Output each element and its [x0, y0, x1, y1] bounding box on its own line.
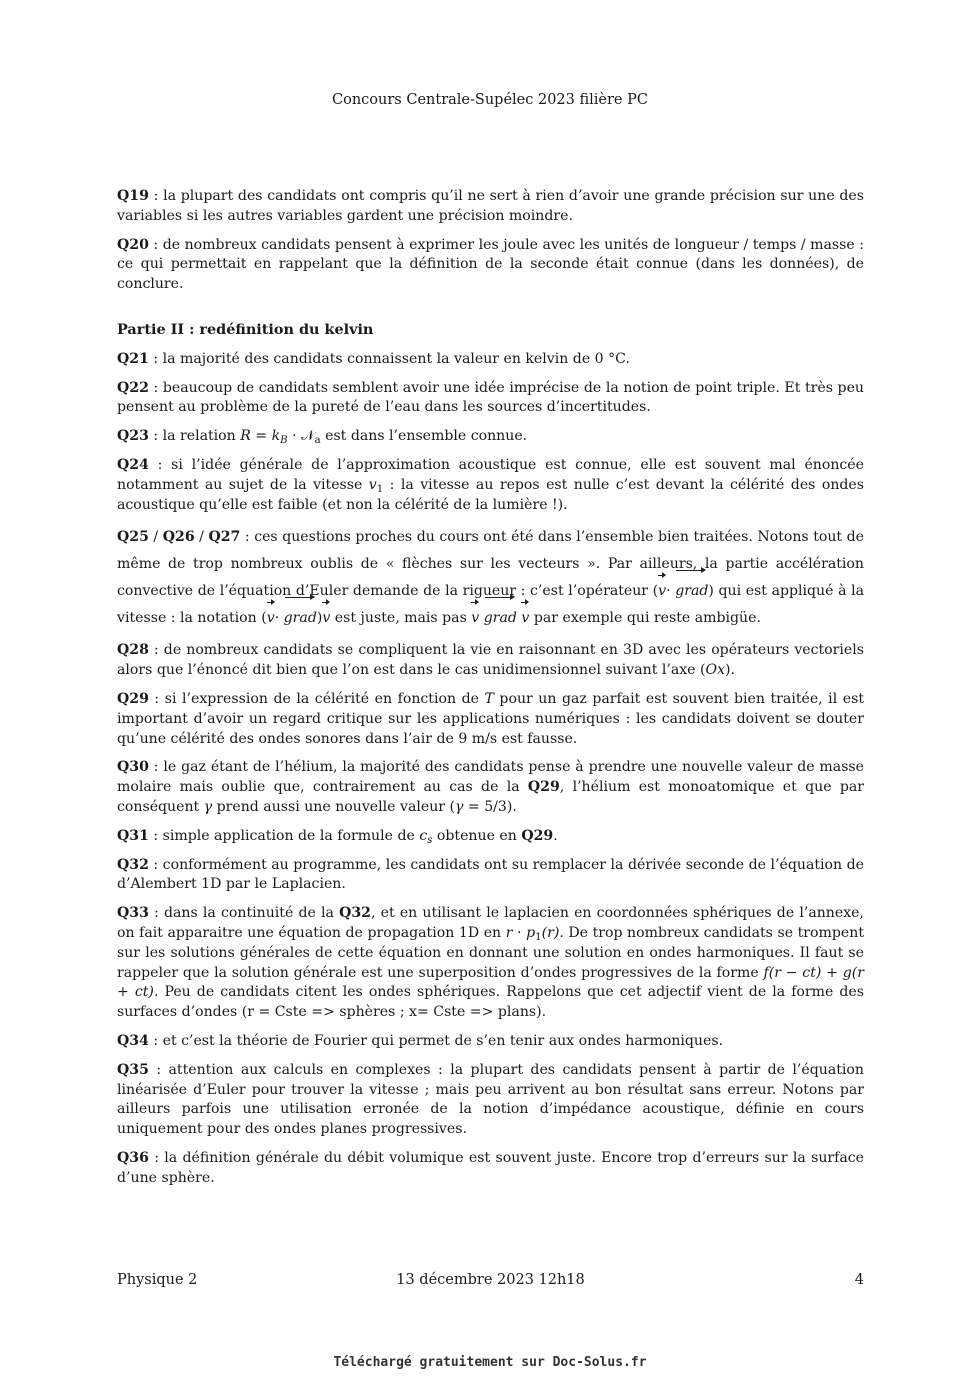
download-notice: Téléchargé gratuitement sur Doc-Solus.fr	[333, 1355, 647, 1370]
paragraph-q22: Q22 : beaucoup de candidats semblent avoir une idée imprécise de la notion de point triple. Et très peu pensent au problème de la pureté de l’eau dans les sources d’incertitudes.	[117, 379, 864, 416]
grad-operator: grad	[675, 578, 708, 605]
footer-date: 13 décembre 2023 12h18	[396, 1272, 585, 1288]
paragraph-q29: Q29 : si l’expression de la célérité en fonction de T pour un gaz parfait est souvent bien traitée, il est important d’avoir un regard critique sur les applications numériques : les candidats doivent se douter qu’une célérité des ondes sonores dans l’air de 9 m/s est fausse.	[117, 690, 864, 747]
paragraph-q35: Q35 : attention aux calculs en complexes : la plupart des candidats pensent à partir de l’équation linéarisée d’Euler pour trouver la vitesse ; mais peu arrivent au bon résultat sans erreur. Notons par ailleurs parfois une utilisation erronée de la notion d’impédance acoustique, définie en cours uniquement pour des ondes planes progressives.	[117, 1061, 864, 1138]
grad-operator: grad	[284, 605, 317, 632]
paragraph-q28: Q28 : de nombreux candidats se compliquent la vie en raisonnant en 3D avec les opérateurs vectoriels alors que l’énoncé dit bien que l’on est dans le cas unidimensionnel suivant l’axe (Ox).	[117, 642, 864, 679]
paragraph-q19: Q19 : la plupart des candidats ont compris qu’il ne sert à rien d’avoir une grande précision sur une des variables si les autres variables gardent une précision moindre.	[117, 188, 864, 224]
exam-title: Concours Centrale-Supélec 2023 filière PC	[332, 92, 648, 108]
vector-v: v	[658, 578, 666, 605]
vector-v: v	[521, 605, 529, 632]
paragraph-q21: Q21 : la majorité des candidats connaissent la valeur en kelvin de 0 °C.	[117, 350, 630, 367]
page-footer	[117, 1272, 864, 1288]
footer-subject: Physique 2	[117, 1272, 198, 1288]
paragraph-q36: Q36 : la définition générale du débit volumique est souvent juste. Encore trop d’erreurs sur la surface d’une sphère.	[117, 1149, 864, 1186]
report-body	[117, 187, 864, 1197]
vector-v: v	[267, 605, 275, 632]
paragraph-q32: Q32 : conformément au programme, les candidats ont su remplacer la dérivée seconde de l’équation de d’Alembert 1D par le Laplacien.	[117, 856, 864, 893]
section-title: Partie II : redéfinition du kelvin	[117, 320, 374, 338]
page-header	[0, 92, 980, 108]
paragraph-q20: Q20 : de nombreux candidats pensent à exprimer les joule avec les unités de longueur / temps / masse : ce qui permettait en rappelant que la définition de la seconde était connue (dans les données), de conclure.	[117, 236, 864, 293]
paragraph-q31: Q31 : simple application de la formule de $c_s$ obtenue en Q29.	[117, 827, 558, 846]
grad-operator: grad	[484, 605, 517, 632]
paragraph-q23: Q23 : la relation $R = k_B$ · 𝒩$_a$ est dans l’ensemble connue.	[117, 428, 528, 447]
paragraph-q34: Q34 : et c’est la théorie de Fourier qui permet de s’en tenir aux ondes harmoniques.	[117, 1032, 724, 1049]
paragraph-q24: Q24 : si l’idée générale de l’approximation acoustique est connue, elle est souvent mal énoncée notamment au sujet de la vitesse $v_1$ : la vitesse au repos est nulle c’est devant la célérité des ondes acoustique qu’elle est faible (et non la célérité de la lumière !).	[117, 456, 864, 513]
vector-v: v	[322, 605, 330, 632]
paragraph-q33: Q33 : dans la continuité de la Q32, et en utilisant le laplacien en coordonnées sphériques de l’annexe, on fait apparaitre une équation de propagation 1D en $r \cdot p_1(r)$. De trop nombreux candidats se trompent sur les solutions générales de cette équation en donnant une solution en ondes harmoniques. Il faut se rappeler que la solution générale est une superposition d’ondes progressives de la forme f(r − ct) + g(r + ct). Peu de candidats citent les ondes sphériques. Rappelons que cet adjectif vient de la forme des surfaces d’ondes (r = Cste => sphères ; x= Cste => plans).	[117, 905, 864, 1021]
paragraph-q30: Q30 : le gaz étant de l’hélium, la majorité des candidats pense à prendre une nouvelle valeur de masse molaire mais oublie que, contrairement au cas de la Q29, l’hélium est monoatomique et que par conséquent γ prend aussi une nouvelle valeur (γ = 5/3).	[117, 759, 864, 815]
vector-v: v	[471, 605, 479, 632]
paragraph-q25-q27: Q25 / Q26 / Q27 : ces questions proches du cours ont été dans l’ensemble bien traitées. Notons tout de même de trop nombreux oublis de « flèches sur les vecteurs ». Par ailleurs, la partie accélération convective de l’équation d’Euler demande de la rigueur : c’est l’opérateur (v· grad) qui est appliqué à la vitesse : la notation (v· grad)v est juste, mais pas v grad v par exemple qui reste ambigüe.	[117, 524, 864, 632]
page-number: 4	[854, 1272, 864, 1288]
